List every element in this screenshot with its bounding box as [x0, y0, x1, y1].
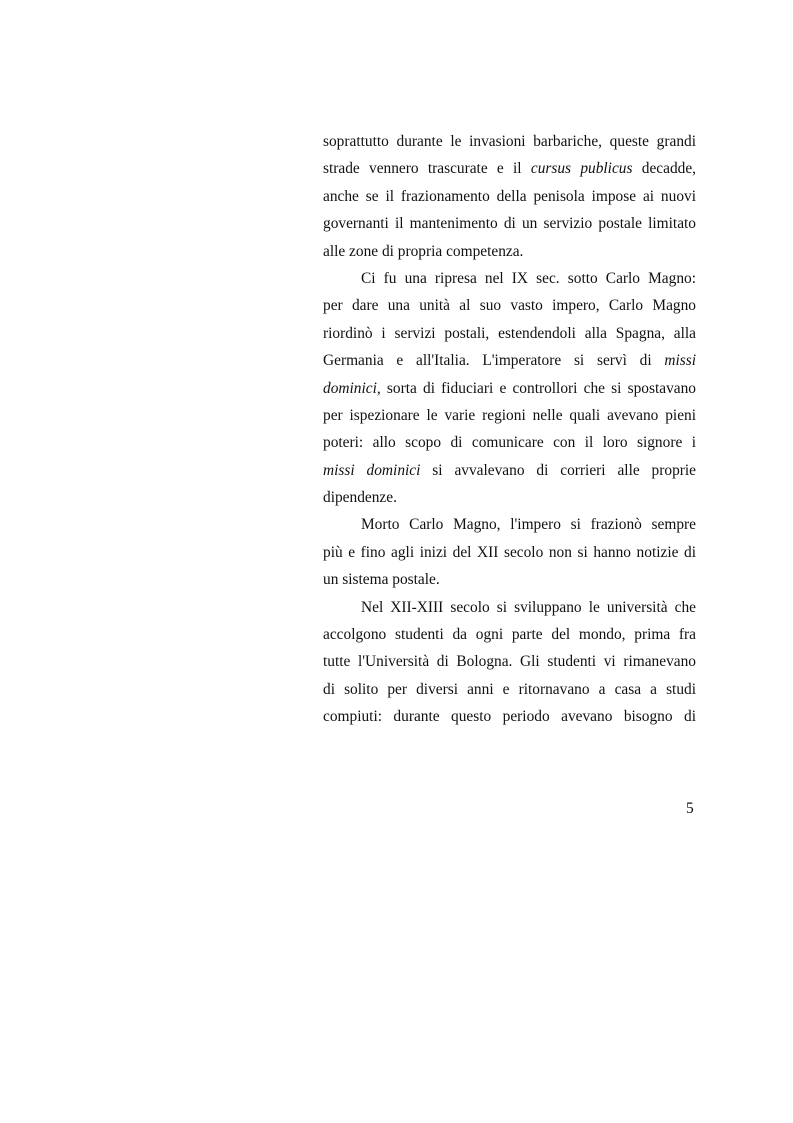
text-line: alle zone di propria competenza. — [323, 242, 524, 260]
text-line: governanti il mantenimento di un servizio postale limitato — [323, 215, 696, 233]
text-line: un sistema postale. — [323, 571, 440, 589]
italic-term: missi — [664, 352, 696, 370]
italic-term: missi dominici — [323, 461, 421, 479]
paragraph — [323, 265, 696, 512]
text-line: Ci fu una ripresa nel IX sec. sotto Carlo Magno: — [361, 269, 696, 287]
text-line: Germania e all'Italia. L'imperatore si servì di missi — [323, 352, 696, 370]
text-line: anche se il frazionamento della penisola impose ai nuovi — [323, 187, 696, 205]
text-line: poteri: allo scopo di comunicare con il loro signore i — [323, 434, 696, 452]
text-line: Morto Carlo Magno, l'impero si frazionò sempre — [361, 516, 696, 534]
text-line: tutte l'Università di Bologna. Gli studenti vi rimanevano — [323, 653, 696, 671]
paragraph — [323, 594, 696, 731]
body-text — [323, 128, 696, 731]
italic-term: dominici, — [323, 379, 381, 397]
page-number: 5 — [686, 800, 694, 817]
paragraph — [323, 128, 696, 265]
text-line: dipendenze. — [323, 489, 397, 507]
paragraph — [323, 511, 696, 593]
text-line: dominici, sorta di fiduciari e controllori che si spostavano — [323, 379, 696, 397]
text-line: soprattutto durante le invasioni barbariche, queste grandi — [323, 133, 696, 150]
text-line: accolgono studenti da ogni parte del mondo, prima fra — [323, 626, 696, 644]
text-line: Nel XII-XIII secolo si sviluppano le università che — [361, 598, 696, 616]
text-line: riordinò i servizi postali, estendendoli alla Spagna, alla — [323, 324, 696, 342]
text-line: di solito per diversi anni e ritornavano a casa a studi — [323, 680, 696, 698]
italic-term: cursus publicus — [530, 160, 633, 178]
text-line: più e fino agli inizi del XII secolo non si hanno notizie di — [323, 543, 696, 561]
text-line: missi dominici si avvalevano di corrieri alle proprie — [323, 461, 697, 479]
text-line: strade vennero trascurate e il cursus publicus decadde, — [323, 160, 697, 178]
text-line: per dare una unità al suo vasto impero, Carlo Magno — [323, 297, 696, 315]
text-line: per ispezionare le varie regioni nelle quali avevano pieni — [323, 406, 696, 424]
text-line: compiuti: durante questo periodo avevano bisogno di — [323, 708, 696, 726]
